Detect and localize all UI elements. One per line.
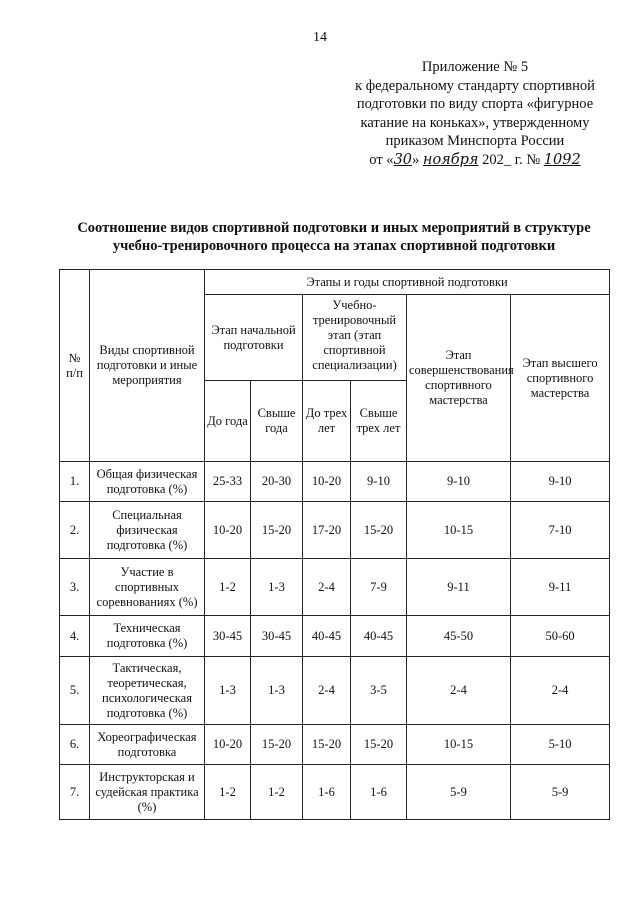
cell-improvement: 9-10 [407,462,511,502]
row-name: Общая физическая подготовка (%) [90,462,205,502]
cell-initial-up-to: 1-2 [205,559,251,616]
cell-improvement: 10-15 [407,502,511,559]
cell-initial-over: 1-3 [251,559,303,616]
row-num: 4. [60,616,90,657]
cell-training-over: 9-10 [351,462,407,502]
cell-initial-over: 30-45 [251,616,303,657]
cell-improvement: 5-9 [407,765,511,820]
header-num: № п/п [60,270,90,462]
row-num: 7. [60,765,90,820]
row-num: 1. [60,462,90,502]
header-initial-over: Свыше года [251,381,303,462]
table-row [60,502,610,559]
table-row [60,559,610,616]
cell-training-up-to: 1-6 [303,765,351,820]
cell-training-up-to: 17-20 [303,502,351,559]
row-name: Техническая подготовка (%) [90,616,205,657]
row-num: 2. [60,502,90,559]
row-num: 5. [60,657,90,725]
cell-initial-over: 20-30 [251,462,303,502]
row-num: 6. [60,725,90,765]
table-row [60,616,610,657]
cell-training-over: 7-9 [351,559,407,616]
cell-training-over: 15-20 [351,725,407,765]
cell-initial-up-to: 10-20 [205,725,251,765]
cell-highest: 9-11 [511,559,610,616]
cell-training-up-to: 15-20 [303,725,351,765]
cell-training-up-to: 2-4 [303,559,351,616]
cell-highest: 9-10 [511,462,610,502]
row-num: 3. [60,559,90,616]
cell-training-over: 1-6 [351,765,407,820]
table-row [60,765,610,820]
header-highest-stage: Этап высшего спортивного мастерства [511,295,610,462]
cell-training-over: 15-20 [351,502,407,559]
appendix-line-1: Приложение № 5 [421,59,529,75]
cell-improvement: 45-50 [407,616,511,657]
training-ratio-table [59,269,610,820]
cell-improvement: 9-11 [407,559,511,616]
appendix-line-4: катание на коньках», утвержденному [360,114,590,131]
header-improvement-stage: Этап совершенствования спортивного мастерства [407,295,511,462]
appendix-date-line [340,151,610,170]
header-kind: Виды спортивной подготовки и иные мероприятия [90,270,205,462]
date-mid: » [412,151,423,168]
title-line-2: учебно-тренировочного процесса на этапах спортивной подготовки [112,238,556,254]
appendix-header [340,58,610,169]
cell-initial-over: 1-2 [251,765,303,820]
header-training-up-to: До трех лет [303,381,351,462]
table-row [60,462,610,502]
date-prefix: от « [369,151,394,168]
cell-highest: 5-9 [511,765,610,820]
handwritten-order-number: 1092 [543,151,581,168]
cell-initial-up-to: 10-20 [205,502,251,559]
header-initial-stage: Этап начальной подготовки [205,295,303,381]
header-stages: Этапы и годы спортивной подготовки [205,270,610,295]
header-training-stage: Учебно-тренировочный этап (этап спортивной специализации) [303,295,407,381]
row-name: Специальная физическая подготовка (%) [90,502,205,559]
cell-training-over: 3-5 [351,657,407,725]
appendix-line-3: подготовки по виду спорта «фигурное [356,96,594,112]
cell-improvement: 2-4 [407,657,511,725]
cell-training-up-to: 10-20 [303,462,351,502]
cell-highest: 7-10 [511,502,610,559]
title-line-1: Соотношение видов спортивной подготовки и иных мероприятий в структуре [77,220,591,236]
table-row [60,657,610,725]
cell-training-up-to: 40-45 [303,616,351,657]
row-name: Инструкторская и судейская практика (%) [90,765,205,820]
cell-initial-over: 15-20 [251,725,303,765]
header-initial-up-to: До года [205,381,251,462]
row-name: Участие в спортивных соревнованиях (%) [90,559,205,616]
document-title [60,219,608,255]
appendix-line-5: приказом Минспорта России [385,133,565,149]
cell-initial-over: 15-20 [251,502,303,559]
header-training-over: Свыше трех лет [351,381,407,462]
cell-highest: 50-60 [511,616,610,657]
page-number: 14 [313,30,327,45]
cell-initial-up-to: 1-2 [205,765,251,820]
cell-highest: 5-10 [511,725,610,765]
table-row [60,725,610,765]
cell-training-over: 40-45 [351,616,407,657]
cell-initial-over: 1-3 [251,657,303,725]
handwritten-month: ноября [422,151,479,168]
date-year: 202_ г. № [482,151,541,168]
row-name: Тактическая, теоретическая, психологическая подготовка (%) [90,657,205,725]
cell-initial-up-to: 1-3 [205,657,251,725]
cell-initial-up-to: 25-33 [205,462,251,502]
appendix-line-2: к федеральному стандарту спортивной [355,77,595,94]
cell-initial-up-to: 30-45 [205,616,251,657]
row-name: Хореографическая подготовка [90,725,205,765]
cell-improvement: 10-15 [407,725,511,765]
cell-highest: 2-4 [511,657,610,725]
cell-training-up-to: 2-4 [303,657,351,725]
handwritten-day: 30 [393,151,413,168]
